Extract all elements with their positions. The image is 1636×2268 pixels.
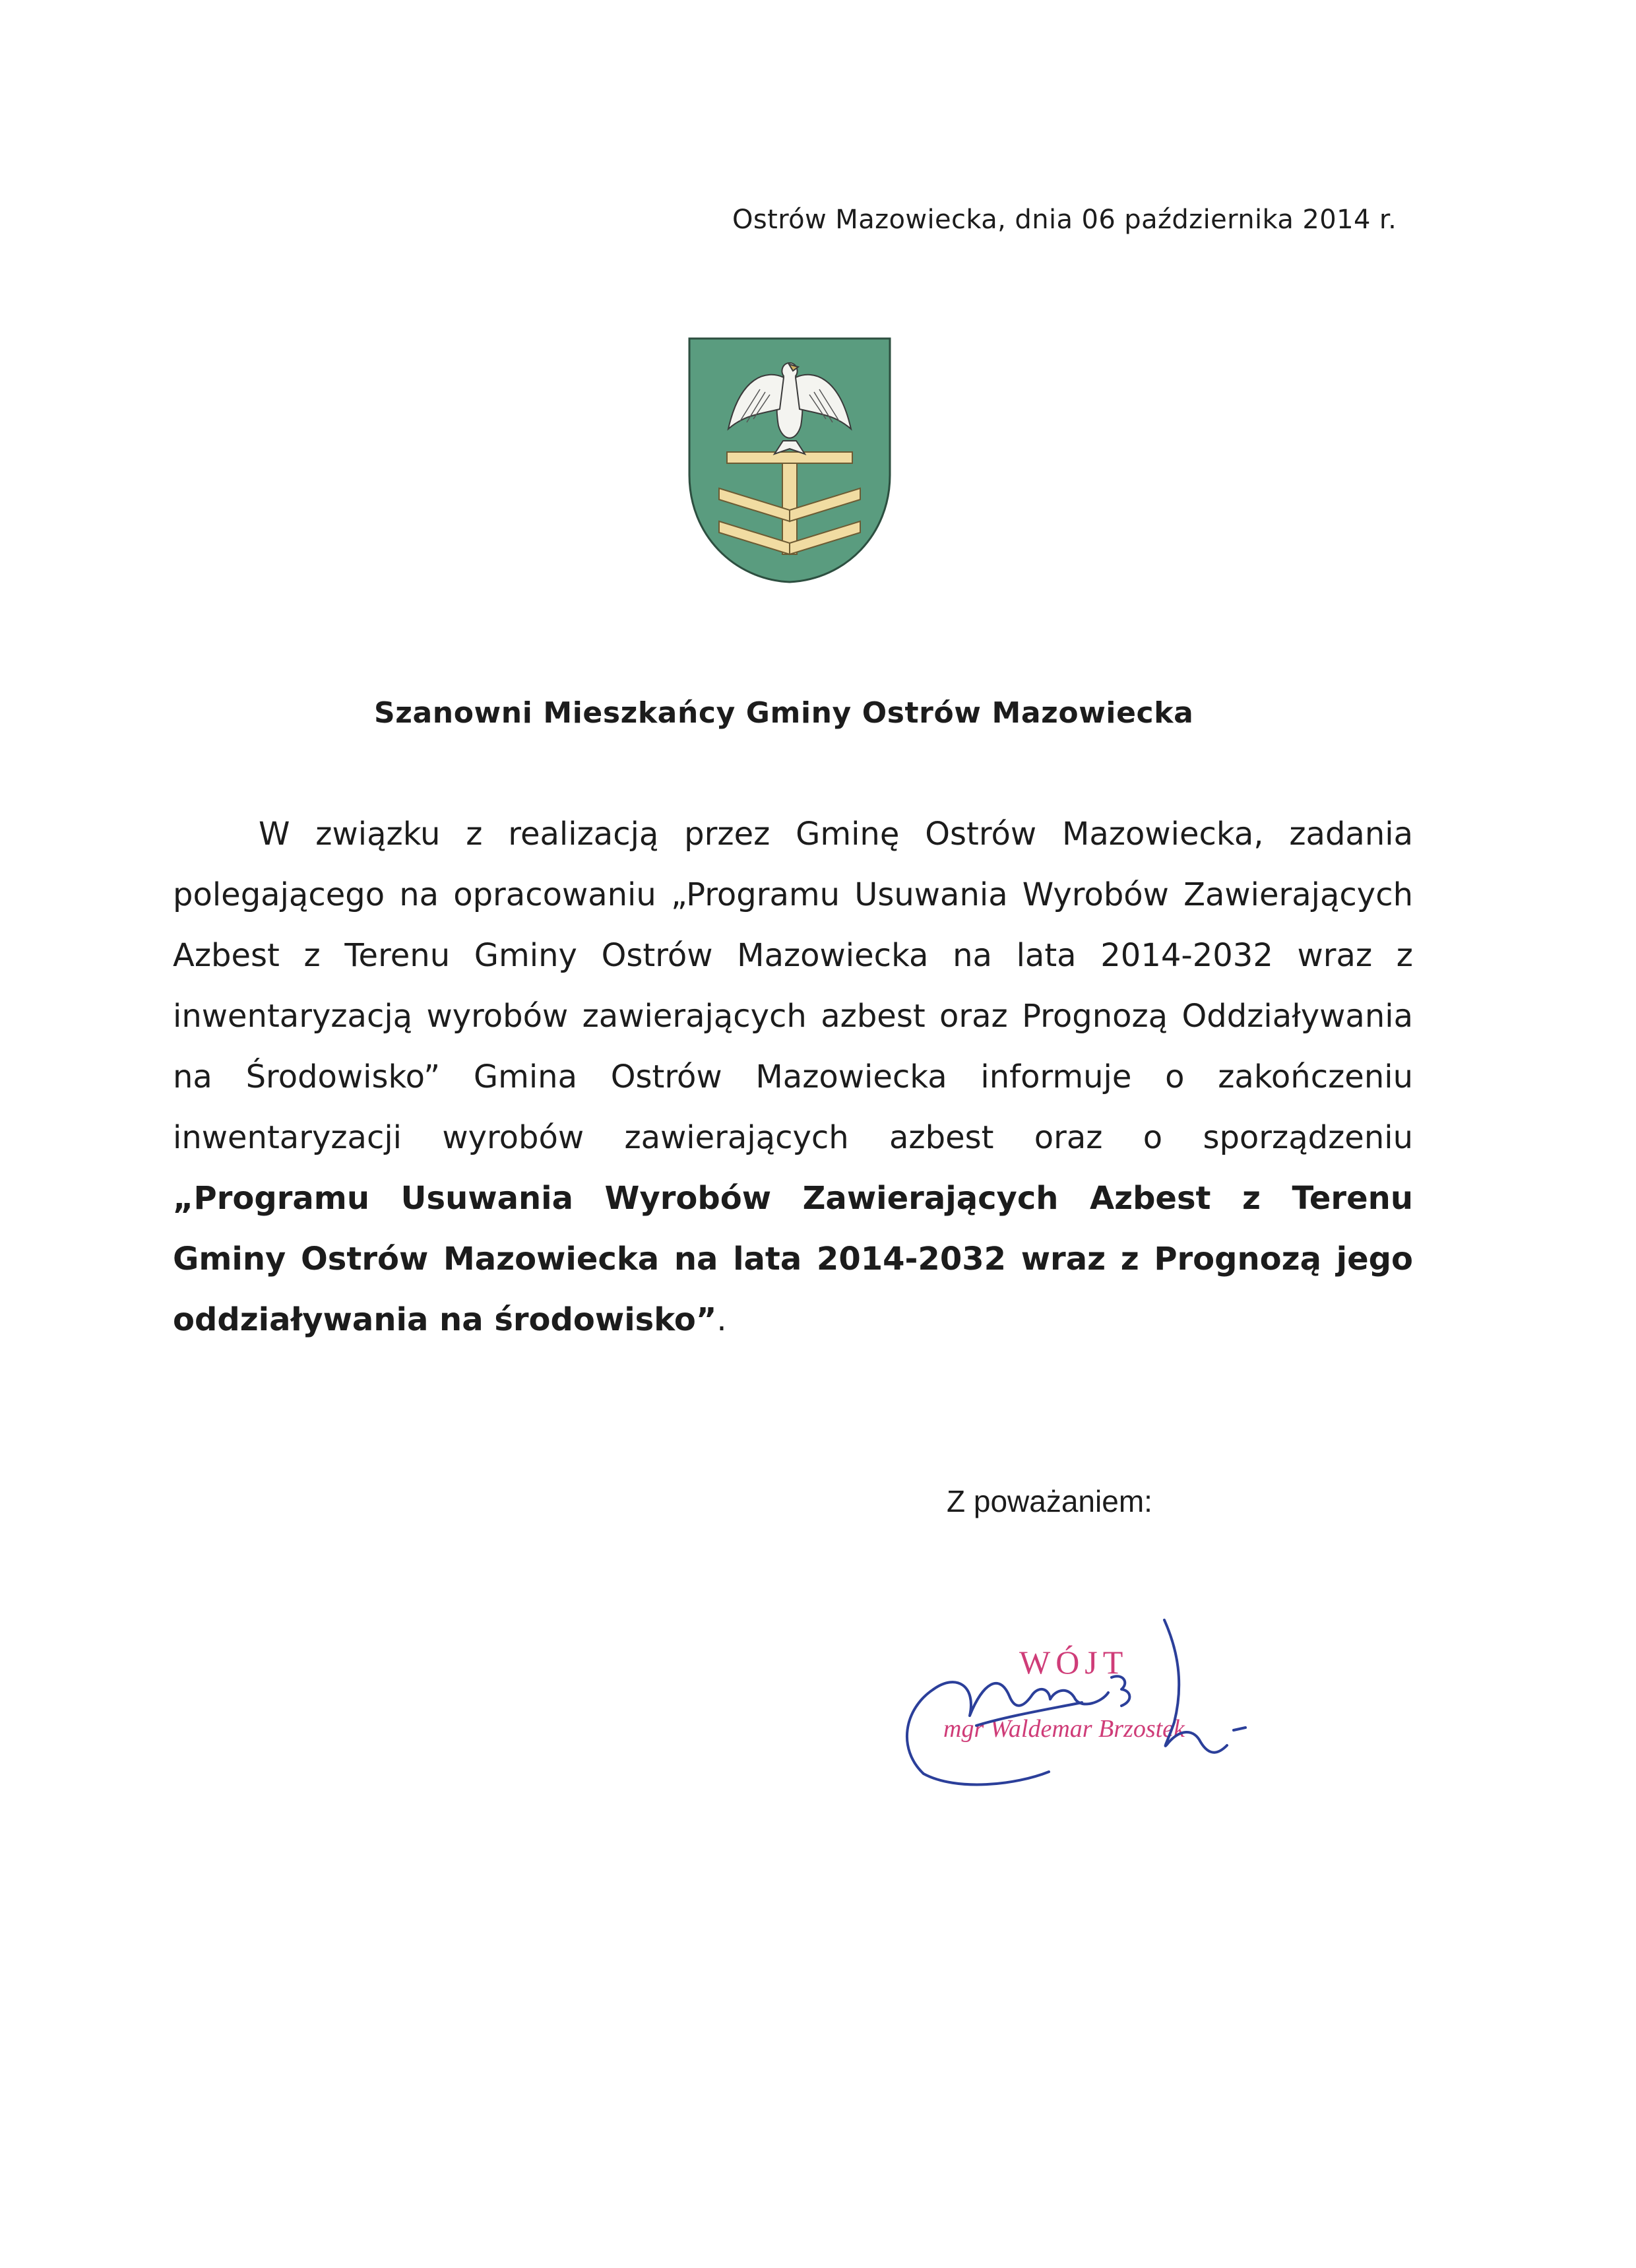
date-line: Ostrów Mazowiecka, dnia 06 października 2014 r. xyxy=(732,205,1397,235)
handwritten-signature xyxy=(884,1610,1293,1808)
letter-body xyxy=(173,804,1413,1350)
body-intro: W związku z realizacją przez Gminę Ostrów Mazowiecka, zadania polegającego na opracowaniu „Programu Usuwania Wyrobów Zawierających Azbest z Terenu Gminy Ostrów Mazowiecka na lata 2014-2032 wraz z inwentaryzacją wyrobów zawierających azbest oraz Prognozą Oddziaływania na Środowisko” Gmina Ostrów Mazowiecka informuje o zakończeniu inwentaryzacji wyrobów zawierających azbest oraz o sporządzeniu xyxy=(173,816,1413,1156)
salutation-heading: Szanowni Mieszkańcy Gminy Ostrów Mazowiecka xyxy=(374,696,1194,730)
stamp-name: mgr Waldemar Brzostek xyxy=(943,1715,1185,1743)
stamp-title: WÓJT xyxy=(1019,1644,1129,1681)
coat-of-arms-emblem xyxy=(687,337,892,584)
body-end: . xyxy=(716,1301,727,1338)
program-title: „Programu Usuwania Wyrobów Zawierających Azbest z Terenu Gminy Ostrów Mazowiecka na lata 2014-2032 wraz z Prognozą jego oddziaływania na środowisko” xyxy=(173,1180,1413,1338)
closing-line: Z poważaniem: xyxy=(947,1484,1152,1518)
